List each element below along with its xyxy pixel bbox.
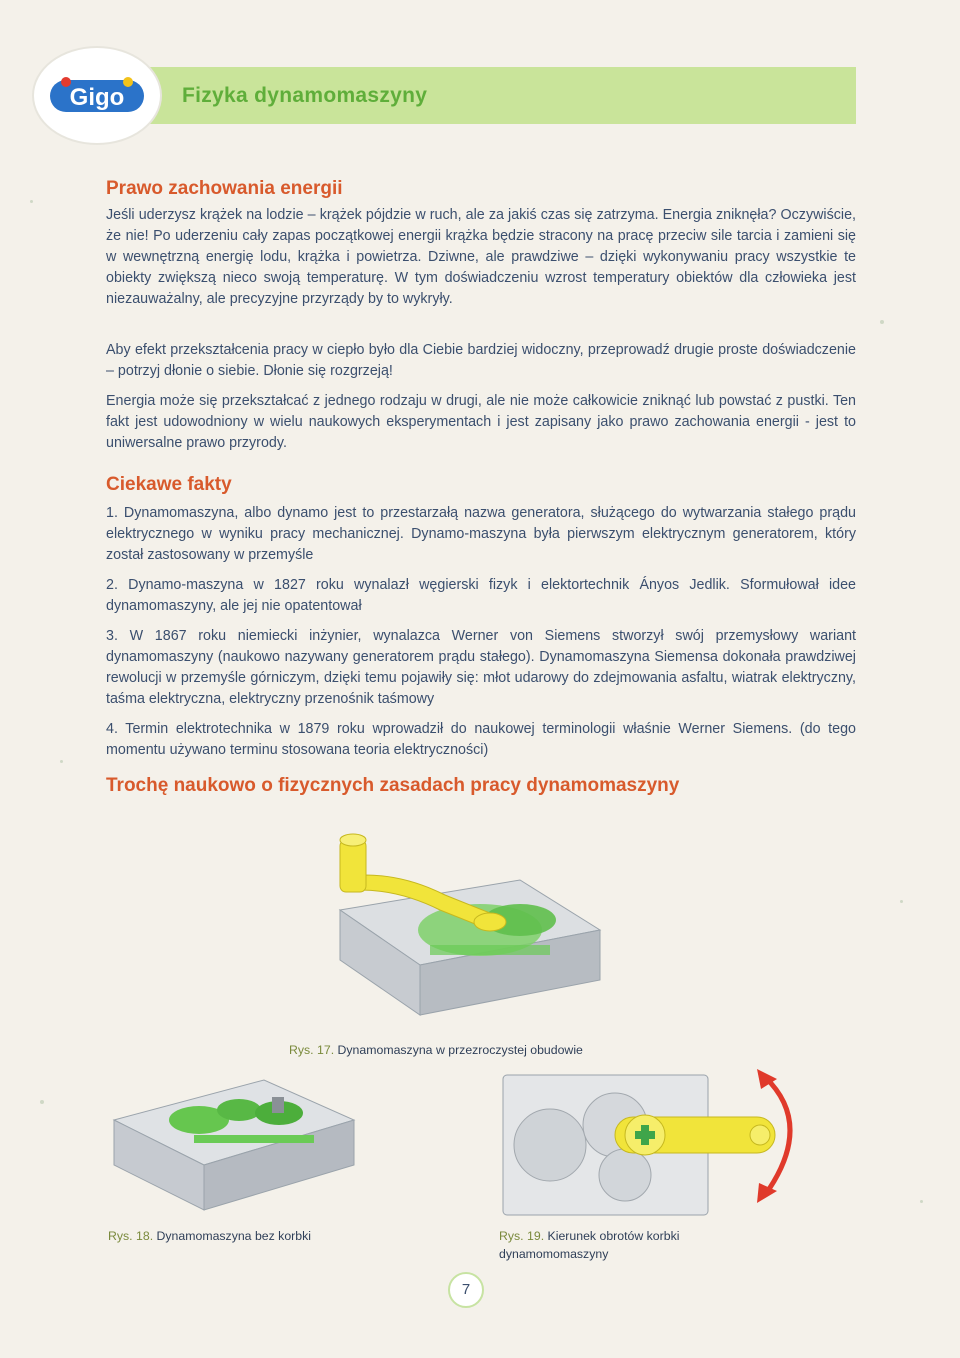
background-speck — [30, 200, 33, 203]
page-number: 7 — [448, 1272, 484, 1308]
caption-figure-18 — [108, 1227, 311, 1245]
caption-text: Kierunek obrotów korbki dynamomomaszyny — [499, 1229, 680, 1261]
caption-label: Rys. 17. — [289, 1043, 335, 1057]
section-heading-facts: Ciekawe fakty — [106, 474, 232, 495]
logo-text: Gigo — [69, 84, 125, 111]
caption-label: Rys. 18. — [108, 1229, 154, 1243]
section-heading-energy: Prawo zachowania energii — [106, 178, 343, 199]
background-speck — [40, 1100, 44, 1104]
fact-item-2: 2. Dynamo-maszyna w 1827 roku wynalazł węgierski fizyk i elektortechnik Ányos Jedlik. Sformułował idee dynamomaszyny, ale jej nie opatentował — [106, 577, 856, 614]
background-speck — [920, 1200, 923, 1203]
background-speck — [60, 760, 63, 763]
caption-text: Dynamomaszyna bez korbki — [156, 1229, 311, 1243]
background-speck — [880, 320, 884, 324]
paragraph-energy-2: Aby efekt przekształcenia pracy w ciepło było dla Ciebie bardziej widoczny, przeprowadź drugie proste doświadczenie – potrzyj dłonie o siebie. Dłonie się rozgrzeją! — [106, 342, 856, 379]
fact-item-4: 4. Termin elektrotechnika w 1879 roku wprowadził do naukowej terminologii właśnie Werner Siemens. (do tego momentu używano terminu stosowana teoria elektryczności) — [106, 721, 856, 758]
caption-figure-17 — [289, 1041, 583, 1059]
caption-text: Dynamomaszyna w przezroczystej obudowie — [337, 1043, 583, 1057]
logo — [34, 48, 160, 143]
section-heading-science: Trochę naukowo o fizycznych zasadach pracy dynamomaszyny — [106, 775, 680, 796]
caption-figure-19 — [499, 1227, 719, 1263]
figure-18-dynamo-no-crank — [104, 1065, 364, 1220]
fact-item-1: 1. Dynamomaszyna, albo dynamo jest to przestarzałą nazwa generatora, służącego do wytwarzania stałego prądu elektrycznego w wyniku pracy mechanicznej. Dynamo-maszyna była pierwszym elektrycznym generatorem, który został zastosowany w przemyśle — [106, 505, 856, 563]
figure-19-crank-direction — [495, 1065, 830, 1225]
paragraph-energy-1: Jeśli uderzysz krążek na lodzie – krążek pójdzie w ruch, ale za jakiś czas się zatrzyma. Energia zniknęła? Oczywiście, że nie! Po uderzeniu cały zapas początkowej energii krążka będzie stracony na pracę przeciw sile tarcia i zamieni się w wewnętrzną energię lodu, krążka i powietrza. Dziwne, ale prawdziwe – dzięki wykonywaniu pracy wszystkie te obiekty zwiększą nieco swoją temperaturę. W tym doświadczeniu wzrost temperatury obiektów dla człowieka jest niezauważalny, ale precyzyjne przyrządy by to wykryły. — [106, 207, 856, 307]
page-title: Fizyka dynamomaszyny — [182, 84, 428, 107]
fact-item-3: 3. W 1867 roku niemiecki inżynier, wynalazca Werner von Siemens stworzył swój przemysłowy wariant dynamomaszyny (naukowo nazywany generatorem prądu stałego). Dynamomaszyna Siemensa dokonała prawdziwej rewolucji w przemyśle górniczym, dzięki temu pojawiły się: młot udarowy do zdejmowania asfaltu, wiatrak elektryczny, taśma elektryczna, elektryczny przenośnik taśmowy — [106, 628, 856, 707]
gigo-logo-icon — [46, 72, 148, 120]
caption-label: Rys. 19. — [499, 1229, 545, 1243]
paragraph-energy-3: Energia może się przekształcać z jednego rodzaju w drugi, ale nie może całkowicie zniknąć lub powstać z pustki. Ten fakt jest udowodniony w wielu naukowych eksperymentach i jest zapisany jako prawo zachowania energii - jest to uniwersalne prawo przyrody. — [106, 393, 856, 451]
background-speck — [900, 900, 903, 903]
figure-17-dynamo-transparent — [320, 820, 620, 1030]
